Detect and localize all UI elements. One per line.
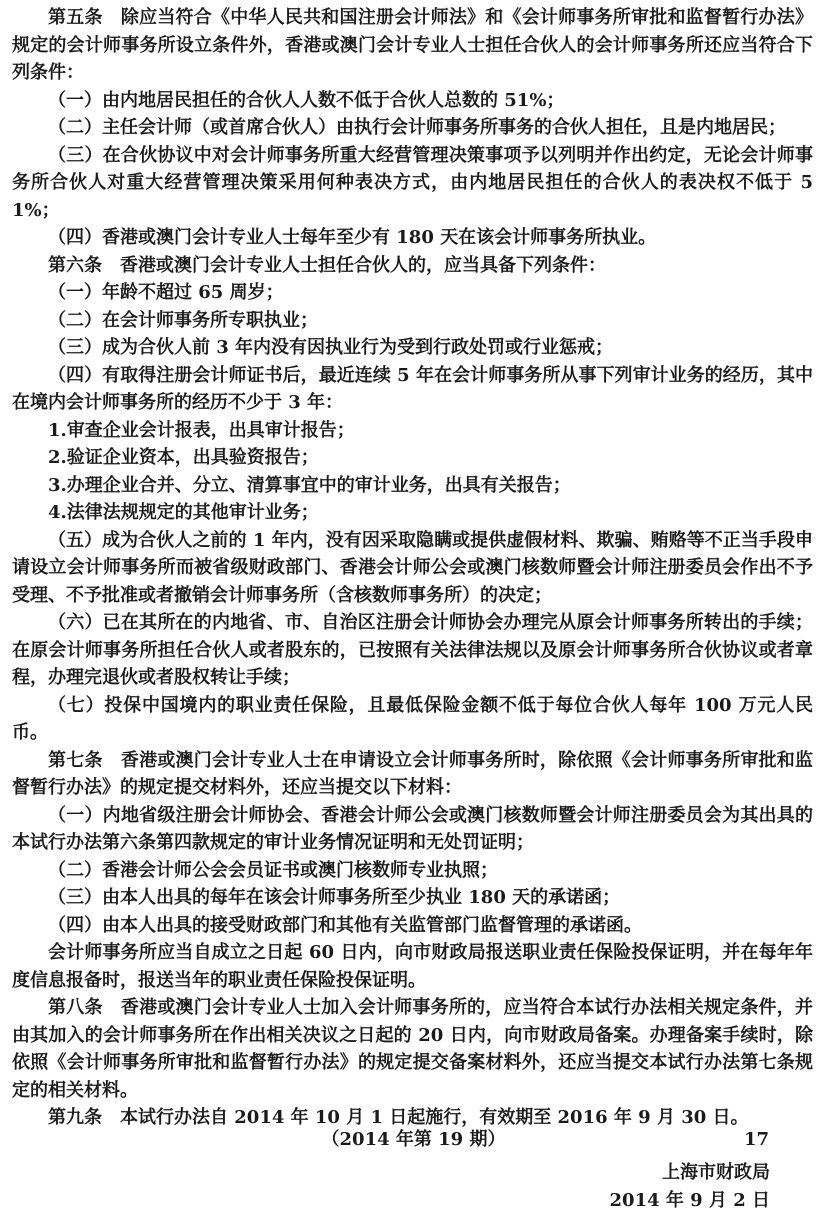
paragraph: （三）由本人出具的每年在该会计师事务所至少执业 180 天的承诺函；	[48, 887, 621, 908]
paragraph: （五）成为合伙人之前的 1 年内，没有因采取隐瞒或提供虚假材料、欺骗、贿赂等不正当手段申请设立会计师事务所而被省级财政部门、香港会计师公会或澳门核数师暨会计师注册委员会作出不予受理、不予批准或者撤销会计师事务所（含核数师事务所）的决定；	[12, 529, 813, 606]
signature-block	[12, 1159, 813, 1215]
page-footer	[0, 1126, 827, 1154]
document-body	[12, 4, 813, 1132]
paragraph: （六）已在其所在的内地省、市、自治区注册会计师协会办理完从原会计师事务所转出的手续；在原会计师事务所担任合伙人或者股东的，已按照有关法律法规以及原会计师事务所合伙协议或者章程，办理完退伙或者股权转让手续；	[12, 612, 813, 688]
paragraph: （四）由本人出具的接受财政部门和其他有关监管部门监督管理的承诺函。	[48, 914, 642, 936]
paragraph: （七）投保中国境内的职业责任保险，且最低保险金额不低于每位合伙人每年 100 万元人民币。	[12, 694, 813, 743]
paragraph: （四）有取得注册会计师证书后，最近连续 5 年在会计师事务所从事下列审计业务的经历，其中在境内会计师事务所的经历不少于 3 年：	[12, 364, 813, 413]
footer-issue: （2014 年第 19 期）	[321, 1129, 506, 1150]
document-page	[12, 4, 813, 1215]
paragraph: 第九条 本试行办法自 2014 年 10 月 1 日起施行，有效期至 2016 年 9 月 30 日。	[48, 1107, 749, 1128]
paragraph: （二）在会计师事务所专职执业；	[48, 309, 318, 331]
paragraph: 第五条 除应当符合《中华人民共和国注册会计师法》和《会计师事务所审批和监督暂行办法》规定的会计师事务所设立条件外，香港或澳门会计专业人士担任合伙人的会计师事务所还应当符合下列条件：	[12, 7, 813, 83]
paragraph: 第八条 香港或澳门会计专业人士加入会计师事务所的，应当符合本试行办法相关规定条件，并由其加入的会计师事务所在作出相关决议之日起的 20 日内，向市财政局备案。办理备案手续时，除依照《会计师事务所审批和监督暂行办法》的规定提交备案材料外，还应当提交本试行办法第七条规定的相关材料。	[12, 997, 813, 1101]
signature-date: 2014 年 9 月 2 日	[609, 1189, 770, 1211]
paragraph: 4.法律法规规定的其他审计业务；	[48, 502, 319, 523]
page-number: 17	[743, 1129, 769, 1150]
paragraph: 第七条 香港或澳门会计专业人士在申请设立会计师事务所时，除依照《会计师事务所审批和监督暂行办法》的规定提交材料外，还应当提交以下材料：	[12, 749, 813, 798]
paragraph: 会计师事务所应当自成立之日起 60 日内，向市财政局报送职业责任保险投保证明，并在每年年度信息报备时，报送当年的职业责任保险投保证明。	[12, 942, 813, 991]
paragraph: 2.验证企业资本，出具验资报告；	[48, 447, 319, 468]
paragraph: 1.审查企业会计报表，出具审计报告；	[48, 419, 355, 441]
paragraph: （二）主任会计师（或首席合伙人）由执行会计师事务所事务的合伙人担任，且是内地居民；	[48, 117, 786, 138]
paragraph: （一）内地省级注册会计师协会、香港会计师公会或澳门核数师暨会计师注册委员会为其出具的本试行办法第六条第四款规定的审计业务情况证明和无处罚证明；	[12, 804, 813, 853]
paragraph: （一）由内地居民担任的合伙人人数不低于合伙人总数的 51%；	[48, 89, 565, 111]
signature-org: 上海市财政局	[662, 1161, 770, 1183]
paragraph: （一）年龄不超过 65 周岁；	[48, 282, 284, 303]
paragraph: 第六条 香港或澳门会计专业人士担任合伙人的，应当具备下列条件：	[48, 254, 606, 276]
paragraph: 3.办理企业合并、分立、清算事宜中的审计业务，出具有关报告；	[48, 474, 571, 496]
paragraph: （三）成为合伙人前 3 年内没有因执业行为受到行政处罚或行业惩戒；	[48, 337, 614, 358]
paragraph: （三）在合伙协议中对会计师事务所重大经营管理决策事项予以列明并作出约定，无论会计师事务所合伙人对重大经营管理决策采用何种表决方式，由内地居民担任的合伙人的表决权不低于 51%；	[12, 144, 813, 221]
paragraph: （二）香港会计师公会会员证书或澳门核数师专业执照；	[48, 859, 498, 881]
paragraph: （四）香港或澳门会计专业人士每年至少有 180 天在该会计师事务所执业。	[48, 227, 657, 248]
